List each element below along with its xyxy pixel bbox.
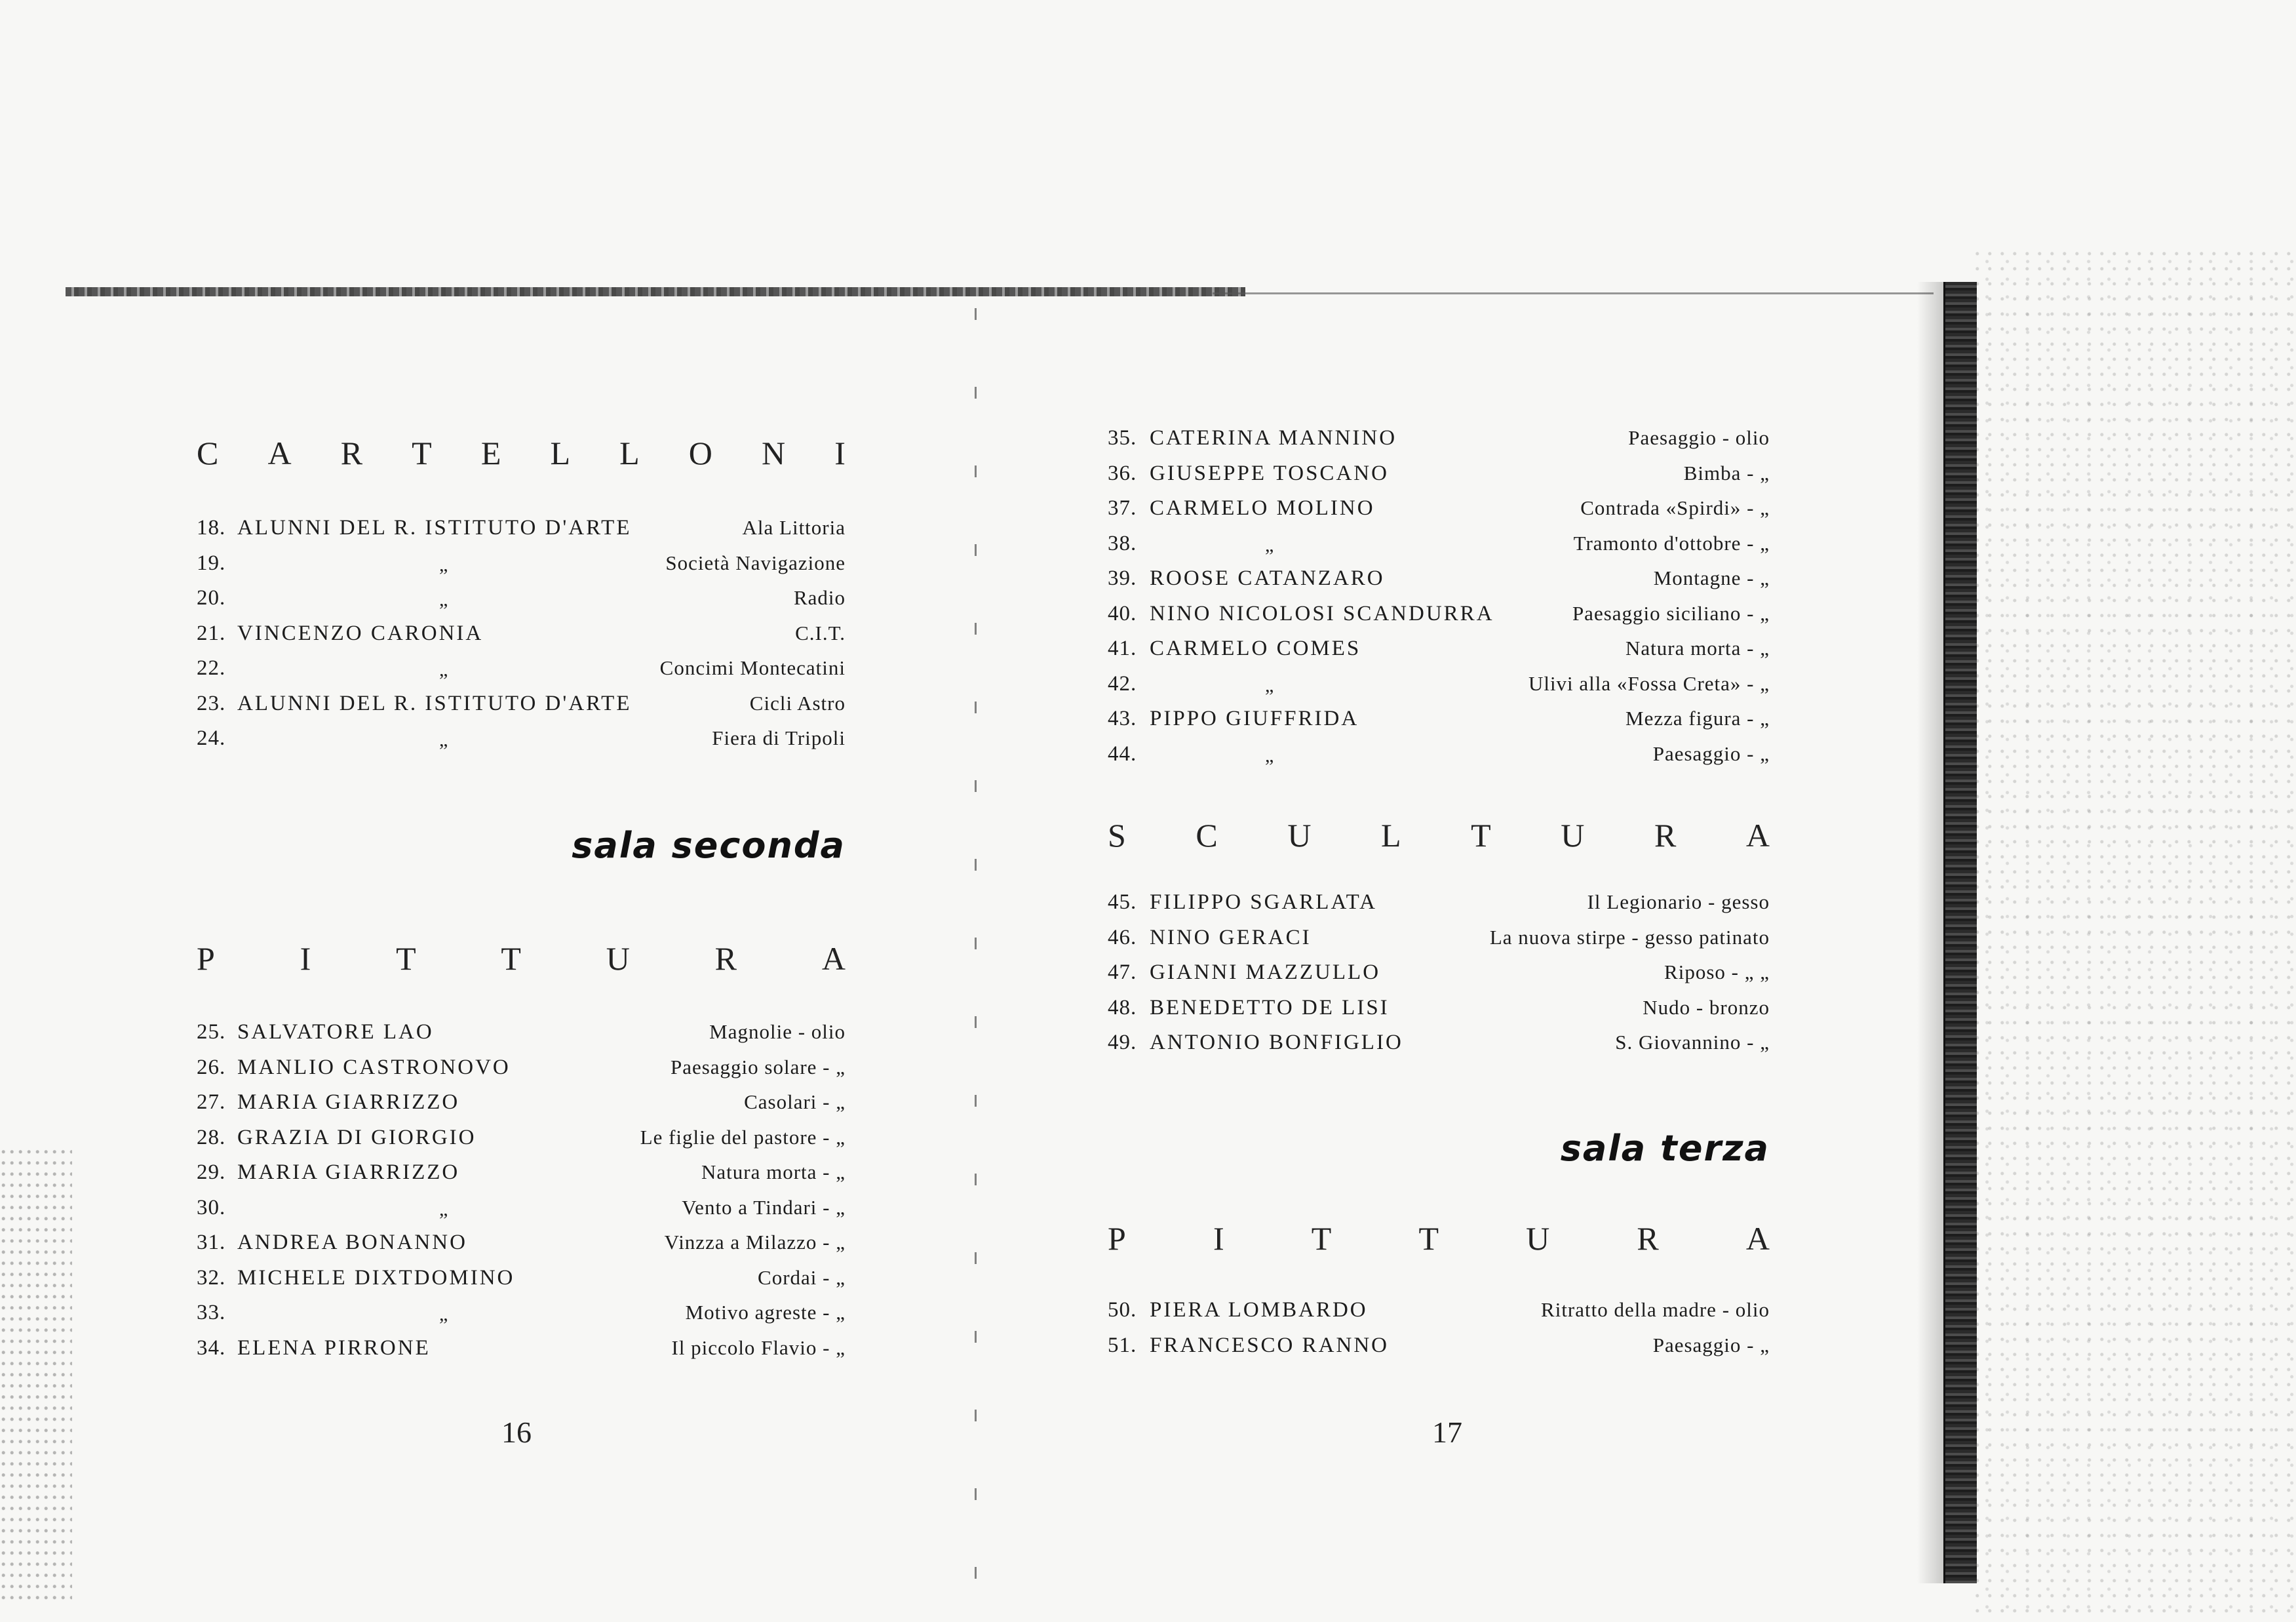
entry-number: 50. — [1108, 1298, 1137, 1322]
entry-number: 33. — [197, 1301, 226, 1324]
entry-number: 24. — [197, 726, 226, 750]
heading-letter: U — [1561, 817, 1585, 854]
artwork-title: Le figlie del pastore - „ — [640, 1125, 846, 1149]
entry-number: 20. — [197, 586, 226, 610]
artwork-title: Paesaggio siciliano - „ — [1572, 601, 1770, 625]
heading-letter: O — [688, 435, 712, 471]
artwork-title: Fiera di Tripoli — [712, 726, 846, 749]
pittura-list — [197, 1020, 846, 1371]
heading-letter: R — [1637, 1220, 1659, 1257]
spine-shadow — [1917, 282, 1943, 1583]
heading-letter: T — [412, 435, 432, 471]
heading-letter: N — [762, 435, 786, 471]
ditto-mark: „ — [439, 1303, 448, 1325]
artist-name: MARIA GIARRIZZO — [237, 1160, 460, 1184]
heading-letter: A — [821, 940, 846, 977]
entry-number: 46. — [1108, 925, 1137, 949]
cartelloni-list — [197, 516, 846, 762]
catalogue-entry — [197, 1126, 846, 1161]
heading-letter: I — [834, 435, 846, 471]
ditto-mark: „ — [1265, 674, 1274, 696]
artist-name: CATERINA MANNINO — [1150, 426, 1397, 450]
heading-letter: L — [1381, 817, 1401, 854]
catalogue-entry — [197, 516, 846, 551]
artwork-title: C.I.T. — [795, 621, 846, 644]
entry-number: 40. — [1108, 601, 1137, 625]
artwork-title: Paesaggio - „ — [1652, 1333, 1770, 1356]
entry-number: 47. — [1108, 960, 1137, 984]
catalogue-entry — [197, 1336, 846, 1372]
pittura-continued-list — [1108, 426, 1770, 777]
artist-name: ANTONIO BONFIGLIO — [1150, 1031, 1403, 1054]
ditto-mark: „ — [1265, 744, 1274, 766]
catalogue-entry — [1108, 890, 1770, 926]
catalogue-entry — [1108, 707, 1770, 742]
artwork-title: S. Giovannino - „ — [1615, 1031, 1770, 1054]
heading-letter: R — [340, 435, 363, 471]
artwork-title: Il piccolo Flavio - „ — [671, 1335, 846, 1359]
artwork-title: Tramonto d'ottobre - „ — [1573, 531, 1770, 555]
artwork-title: Bimba - „ — [1683, 461, 1770, 485]
artwork-title: Mezza figura - „ — [1625, 707, 1770, 730]
entry-number: 41. — [1108, 637, 1137, 660]
artwork-title: Contrada «Spirdi» - „ — [1580, 496, 1770, 519]
entry-number: 49. — [1108, 1031, 1137, 1054]
catalogue-entry — [197, 551, 846, 587]
artist-name: NINO NICOLOSI SCANDURRA — [1150, 601, 1494, 625]
catalogue-entry — [197, 1056, 846, 1091]
artist-name: GRAZIA DI GIORGIO — [237, 1125, 477, 1149]
entry-number: 32. — [197, 1265, 226, 1290]
heading-pittura — [197, 940, 846, 978]
heading-letter: I — [300, 940, 311, 977]
artwork-title: Motivo agreste - „ — [685, 1301, 846, 1324]
artist-name: PIERA LOMBARDO — [1150, 1298, 1368, 1322]
heading-letter: R — [714, 940, 737, 977]
artwork-title: Cicli Astro — [749, 691, 846, 715]
artist-name: MANLIO CASTRONOVO — [237, 1055, 511, 1079]
artwork-title: Vento a Tindari - „ — [682, 1195, 846, 1219]
right-page — [1108, 0, 1770, 1622]
heading-letter: R — [1654, 817, 1677, 854]
catalogue-entry — [1108, 426, 1770, 462]
artist-name: ANDREA BONANNO — [237, 1231, 467, 1254]
entry-number: 18. — [197, 516, 226, 540]
heading-letter: L — [619, 435, 640, 471]
catalogue-entry — [197, 1266, 846, 1301]
artist-name: NINO GERACI — [1150, 925, 1312, 949]
catalogue-entry — [197, 622, 846, 657]
entry-number: 31. — [197, 1231, 226, 1254]
entry-number: 26. — [197, 1055, 226, 1079]
catalogue-entry — [1108, 637, 1770, 672]
catalogue-entry — [1108, 1334, 1770, 1369]
artwork-title: Cordai - „ — [758, 1265, 846, 1289]
sala-seconda-title: sala seconda — [572, 825, 846, 866]
heading-letter: I — [1213, 1220, 1224, 1257]
ditto-mark: „ — [439, 589, 448, 610]
heading-letter: T — [1418, 1220, 1439, 1257]
ditto-mark: „ — [439, 659, 448, 681]
entry-number: 25. — [197, 1020, 226, 1044]
entry-number: 48. — [1108, 995, 1137, 1019]
artist-name: ALUNNI DEL R. ISTITUTO D'ARTE — [237, 691, 632, 715]
catalogue-entry — [1108, 496, 1770, 532]
artwork-title: Natura morta - „ — [701, 1160, 846, 1183]
catalogue-entry — [197, 1160, 846, 1196]
artist-name: MICHELE DIXTDOMINO — [237, 1265, 515, 1290]
heading-letter: S — [1108, 817, 1126, 854]
entry-number: 22. — [197, 656, 226, 680]
sala-terza-title: sala terza — [1560, 1128, 1770, 1169]
heading-cartelloni — [197, 434, 846, 472]
catalogue-entry — [197, 1231, 846, 1266]
left-page — [197, 0, 846, 1622]
ditto-mark: „ — [439, 1198, 448, 1220]
heading-letter: U — [606, 940, 630, 977]
heading-letter: A — [1745, 1220, 1770, 1257]
catalogue-entry — [1108, 1031, 1770, 1066]
artist-name: CARMELO COMES — [1150, 637, 1361, 660]
catalogue-entry — [1108, 996, 1770, 1031]
artwork-title: La nuova stirpe - gesso patinato — [1489, 925, 1770, 949]
artist-name: SALVATORE LAO — [237, 1020, 434, 1044]
entry-number: 27. — [197, 1090, 226, 1114]
catalogue-entry — [1108, 462, 1770, 497]
heading-letter: C — [1196, 817, 1218, 854]
entry-number: 51. — [1108, 1333, 1137, 1357]
entry-number: 42. — [1108, 671, 1137, 696]
artwork-title: Ala Littoria — [742, 516, 846, 539]
ditto-mark: „ — [439, 729, 448, 751]
artist-name: FRANCESCO RANNO — [1150, 1333, 1389, 1357]
entry-number: 28. — [197, 1125, 226, 1149]
entry-number: 19. — [197, 551, 226, 575]
artist-name: MARIA GIARRIZZO — [237, 1090, 460, 1114]
catalogue-entry — [197, 726, 846, 762]
artist-name: ELENA PIRRONE — [237, 1335, 431, 1360]
entry-number: 43. — [1108, 707, 1137, 730]
pittura-terza-list — [1108, 1298, 1770, 1368]
artwork-title: Nudo - bronzo — [1643, 995, 1770, 1019]
scan-noise-right — [1975, 249, 2296, 1622]
heading-letter: T — [1471, 817, 1491, 854]
artwork-title: Concimi Montecatini — [659, 656, 846, 679]
catalogue-entry — [1108, 532, 1770, 567]
page-number-right: 17 — [1432, 1415, 1462, 1449]
entry-number: 34. — [197, 1335, 226, 1360]
artwork-title: Vinzza a Milazzo - „ — [664, 1231, 846, 1254]
catalogue-entry — [1108, 602, 1770, 637]
artist-name: PIPPO GIUFFRIDA — [1150, 707, 1359, 730]
heading-letter: U — [1287, 817, 1312, 854]
entry-number: 37. — [1108, 496, 1137, 520]
catalogue-entry — [197, 1020, 846, 1056]
entry-number: 21. — [197, 621, 226, 645]
entry-number: 45. — [1108, 890, 1137, 914]
heading-letter: P — [197, 940, 215, 977]
catalogue-entry — [197, 586, 846, 622]
heading-letter: A — [1745, 817, 1770, 854]
ditto-mark: „ — [439, 553, 448, 576]
artist-name: ROOSE CATANZARO — [1150, 566, 1385, 590]
artwork-title: Radio — [793, 586, 846, 609]
artist-name: FILIPPO SGARLATA — [1150, 890, 1377, 914]
catalogue-entry — [197, 1301, 846, 1336]
entry-number: 38. — [1108, 531, 1137, 555]
book-gutter-fold — [975, 308, 977, 1587]
entry-number: 35. — [1108, 426, 1137, 450]
heading-letter: U — [1526, 1220, 1550, 1257]
heading-letter: E — [480, 435, 501, 471]
artwork-title: Ulivi alla «Fossa Creta» - „ — [1528, 671, 1770, 695]
artwork-title: Riposo - „ „ — [1664, 960, 1770, 983]
heading-letter: T — [396, 940, 416, 977]
heading-pittura-terza — [1108, 1219, 1770, 1257]
artwork-title: Il Legionario - gesso — [1587, 890, 1770, 913]
ditto-mark: „ — [1265, 534, 1274, 556]
artist-name: GIANNI MAZZULLO — [1150, 960, 1381, 984]
scan-noise-left — [0, 1147, 72, 1606]
heading-scultura — [1108, 816, 1770, 854]
catalogue-entry — [1108, 960, 1770, 996]
artist-name: GIUSEPPE TOSCANO — [1150, 461, 1389, 485]
catalogue-entry — [1108, 742, 1770, 778]
book-spine-edge — [1943, 282, 1977, 1583]
heading-letter: C — [197, 435, 219, 471]
catalogue-entry — [1108, 1298, 1770, 1334]
catalogue-entry — [197, 692, 846, 727]
entry-number: 23. — [197, 691, 226, 715]
artwork-title: Natura morta - „ — [1625, 637, 1770, 660]
heading-letter: T — [501, 940, 521, 977]
artwork-title: Magnolie - olio — [709, 1020, 846, 1043]
artwork-title: Paesaggio - olio — [1628, 426, 1770, 449]
artwork-title: Paesaggio - „ — [1652, 742, 1770, 765]
artwork-title: Società Navigazione — [665, 551, 846, 574]
catalogue-entry — [1108, 926, 1770, 961]
catalogue-entry — [1108, 566, 1770, 602]
catalogue-entry — [1108, 672, 1770, 707]
artwork-title: Montagne - „ — [1653, 566, 1770, 589]
artwork-title: Paesaggio solare - „ — [670, 1055, 846, 1078]
page-number-left: 16 — [501, 1415, 532, 1449]
entry-number: 29. — [197, 1160, 226, 1184]
artist-name: BENEDETTO DE LISI — [1150, 995, 1390, 1019]
heading-letter: P — [1108, 1220, 1126, 1257]
catalogue-entry — [197, 656, 846, 692]
heading-letter: T — [1311, 1220, 1332, 1257]
artist-name: CARMELO MOLINO — [1150, 496, 1375, 520]
artist-name: VINCENZO CARONIA — [237, 621, 484, 645]
artwork-title: Casolari - „ — [744, 1090, 846, 1113]
artist-name: ALUNNI DEL R. ISTITUTO D'ARTE — [237, 516, 632, 540]
entry-number: 39. — [1108, 566, 1137, 590]
artwork-title: Ritratto della madre - olio — [1541, 1298, 1770, 1321]
entry-number: 44. — [1108, 742, 1137, 766]
scultura-list — [1108, 890, 1770, 1066]
entry-number: 36. — [1108, 461, 1137, 485]
entry-number: 30. — [197, 1195, 226, 1219]
catalogue-entry — [197, 1196, 846, 1231]
heading-letter: L — [550, 435, 571, 471]
catalogue-entry — [197, 1090, 846, 1126]
heading-letter: A — [267, 435, 292, 471]
